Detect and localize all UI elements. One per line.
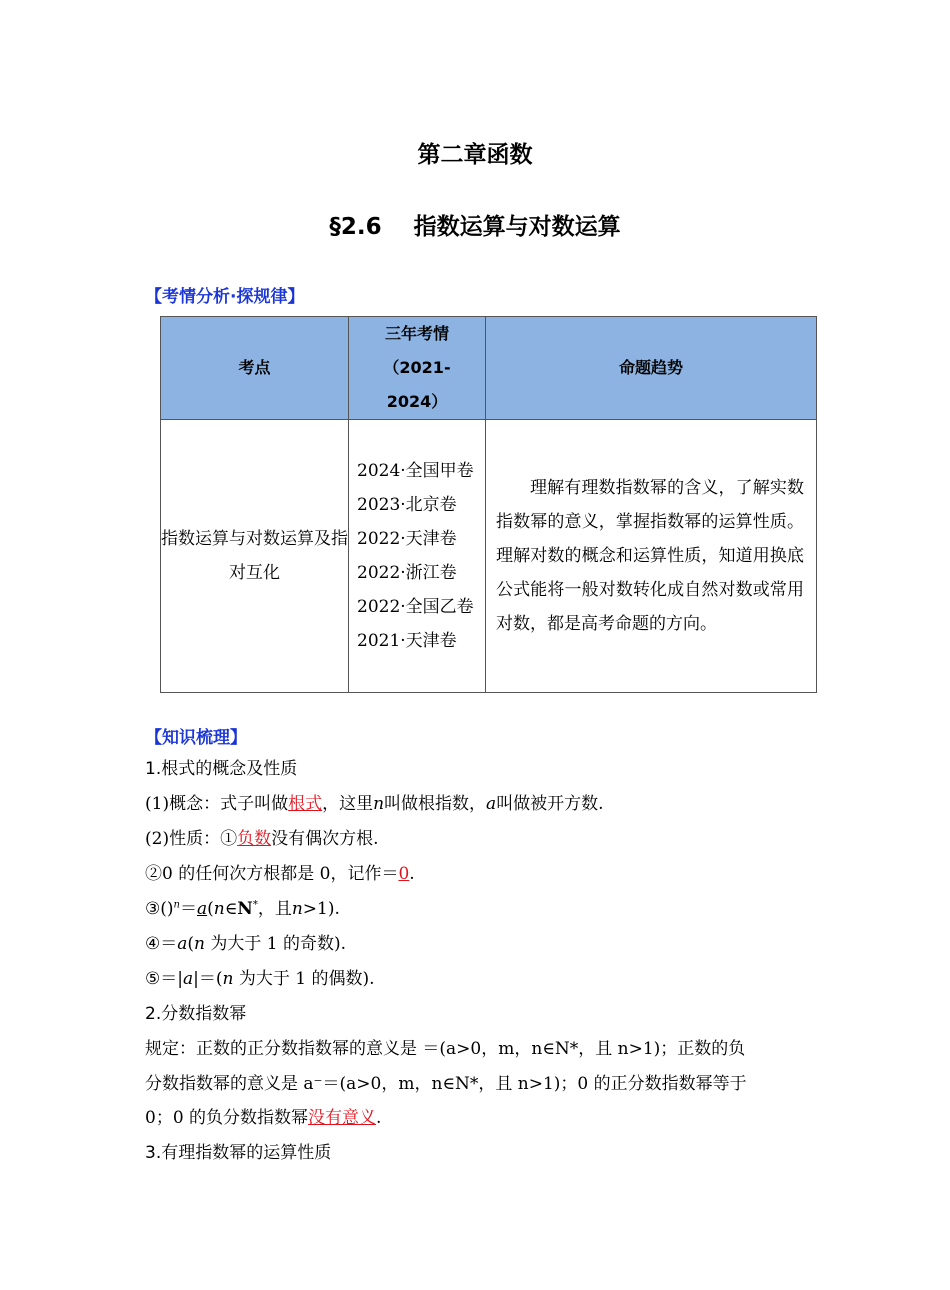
- knowledge-heading: 【知识梳理】: [145, 728, 247, 748]
- header-years: [349, 317, 486, 420]
- s3-heading: 3.有理指数幂的运算性质: [145, 1143, 332, 1163]
- header-years-line1: 三年考情: [384, 324, 449, 343]
- s2-paragraph-line1: 规定：正数的正分数指数幂的意义是 ＝(a>0，m，n∈N*，且 n>1)；正数的负: [145, 1039, 746, 1059]
- year-item: 2022·浙江卷: [357, 563, 457, 583]
- year-item: 2022·天津卷: [357, 529, 457, 549]
- section-title: §2.6 指数运算与对数运算: [329, 214, 621, 240]
- year-item: 2023·北京卷: [357, 495, 457, 515]
- s1-concept: (1)概念：式子叫做根式，这里n叫做根指数，a叫做被开方数.: [145, 794, 604, 814]
- header-trend: 命题趋势: [486, 317, 817, 420]
- answer-a: a: [196, 899, 208, 919]
- s1-heading: 1.根式的概念及性质: [145, 759, 298, 779]
- s1-property-5: ⑤＝|a|＝(n 为大于 1 的偶数).: [145, 969, 375, 989]
- year-item: 2021·天津卷: [357, 631, 457, 651]
- cell-years: [349, 420, 486, 693]
- s1-property-1: (2)性质：①负数没有偶次方根.: [145, 829, 379, 849]
- header-years-line2: （2021-: [383, 358, 451, 377]
- answer-radical: 根式: [288, 794, 323, 814]
- answer-negative: 负数: [237, 829, 272, 849]
- s2-paragraph-line2: 分数指数幂的意义是 a⁻＝(a>0，m，n∈N*，且 n>1)；0 的正分数指数幂等于: [145, 1074, 747, 1094]
- s2-paragraph-line3: 0；0 的负分数指数幂没有意义.: [145, 1108, 382, 1128]
- header-years-line3: 2024）: [386, 392, 448, 411]
- s1-property-4: ④＝a(n 为大于 1 的奇数).: [145, 934, 347, 954]
- cell-topic: 指数运算与对数运算及指对互化: [161, 420, 349, 693]
- year-item: 2022·全国乙卷: [357, 597, 474, 617]
- analysis-heading: 【考情分析·探规律】: [145, 287, 305, 307]
- answer-zero: 0: [398, 864, 410, 884]
- chapter-title: 第二章函数: [417, 142, 533, 168]
- s2-heading: 2.分数指数幂: [145, 1004, 247, 1024]
- cell-trend: 理解有理数指数幂的含义，了解实数指数幂的意义，掌握指数幂的运算性质。理解对数的概念和运算性质，知道用换底公式能将一般对数转化成自然对数或常用对数，都是高考命题的方向。: [486, 420, 817, 693]
- year-item: 2024·全国甲卷: [357, 461, 474, 481]
- header-topic: 考点: [161, 317, 349, 420]
- s1-property-2: ②0 的任何次方根都是 0，记作＝0.: [145, 864, 415, 884]
- exam-analysis-table: [160, 316, 817, 693]
- answer-meaningless: 没有意义: [308, 1108, 377, 1128]
- s1-property-3: ③()$^n$＝a(n∈N*，且n>1).: [145, 899, 340, 919]
